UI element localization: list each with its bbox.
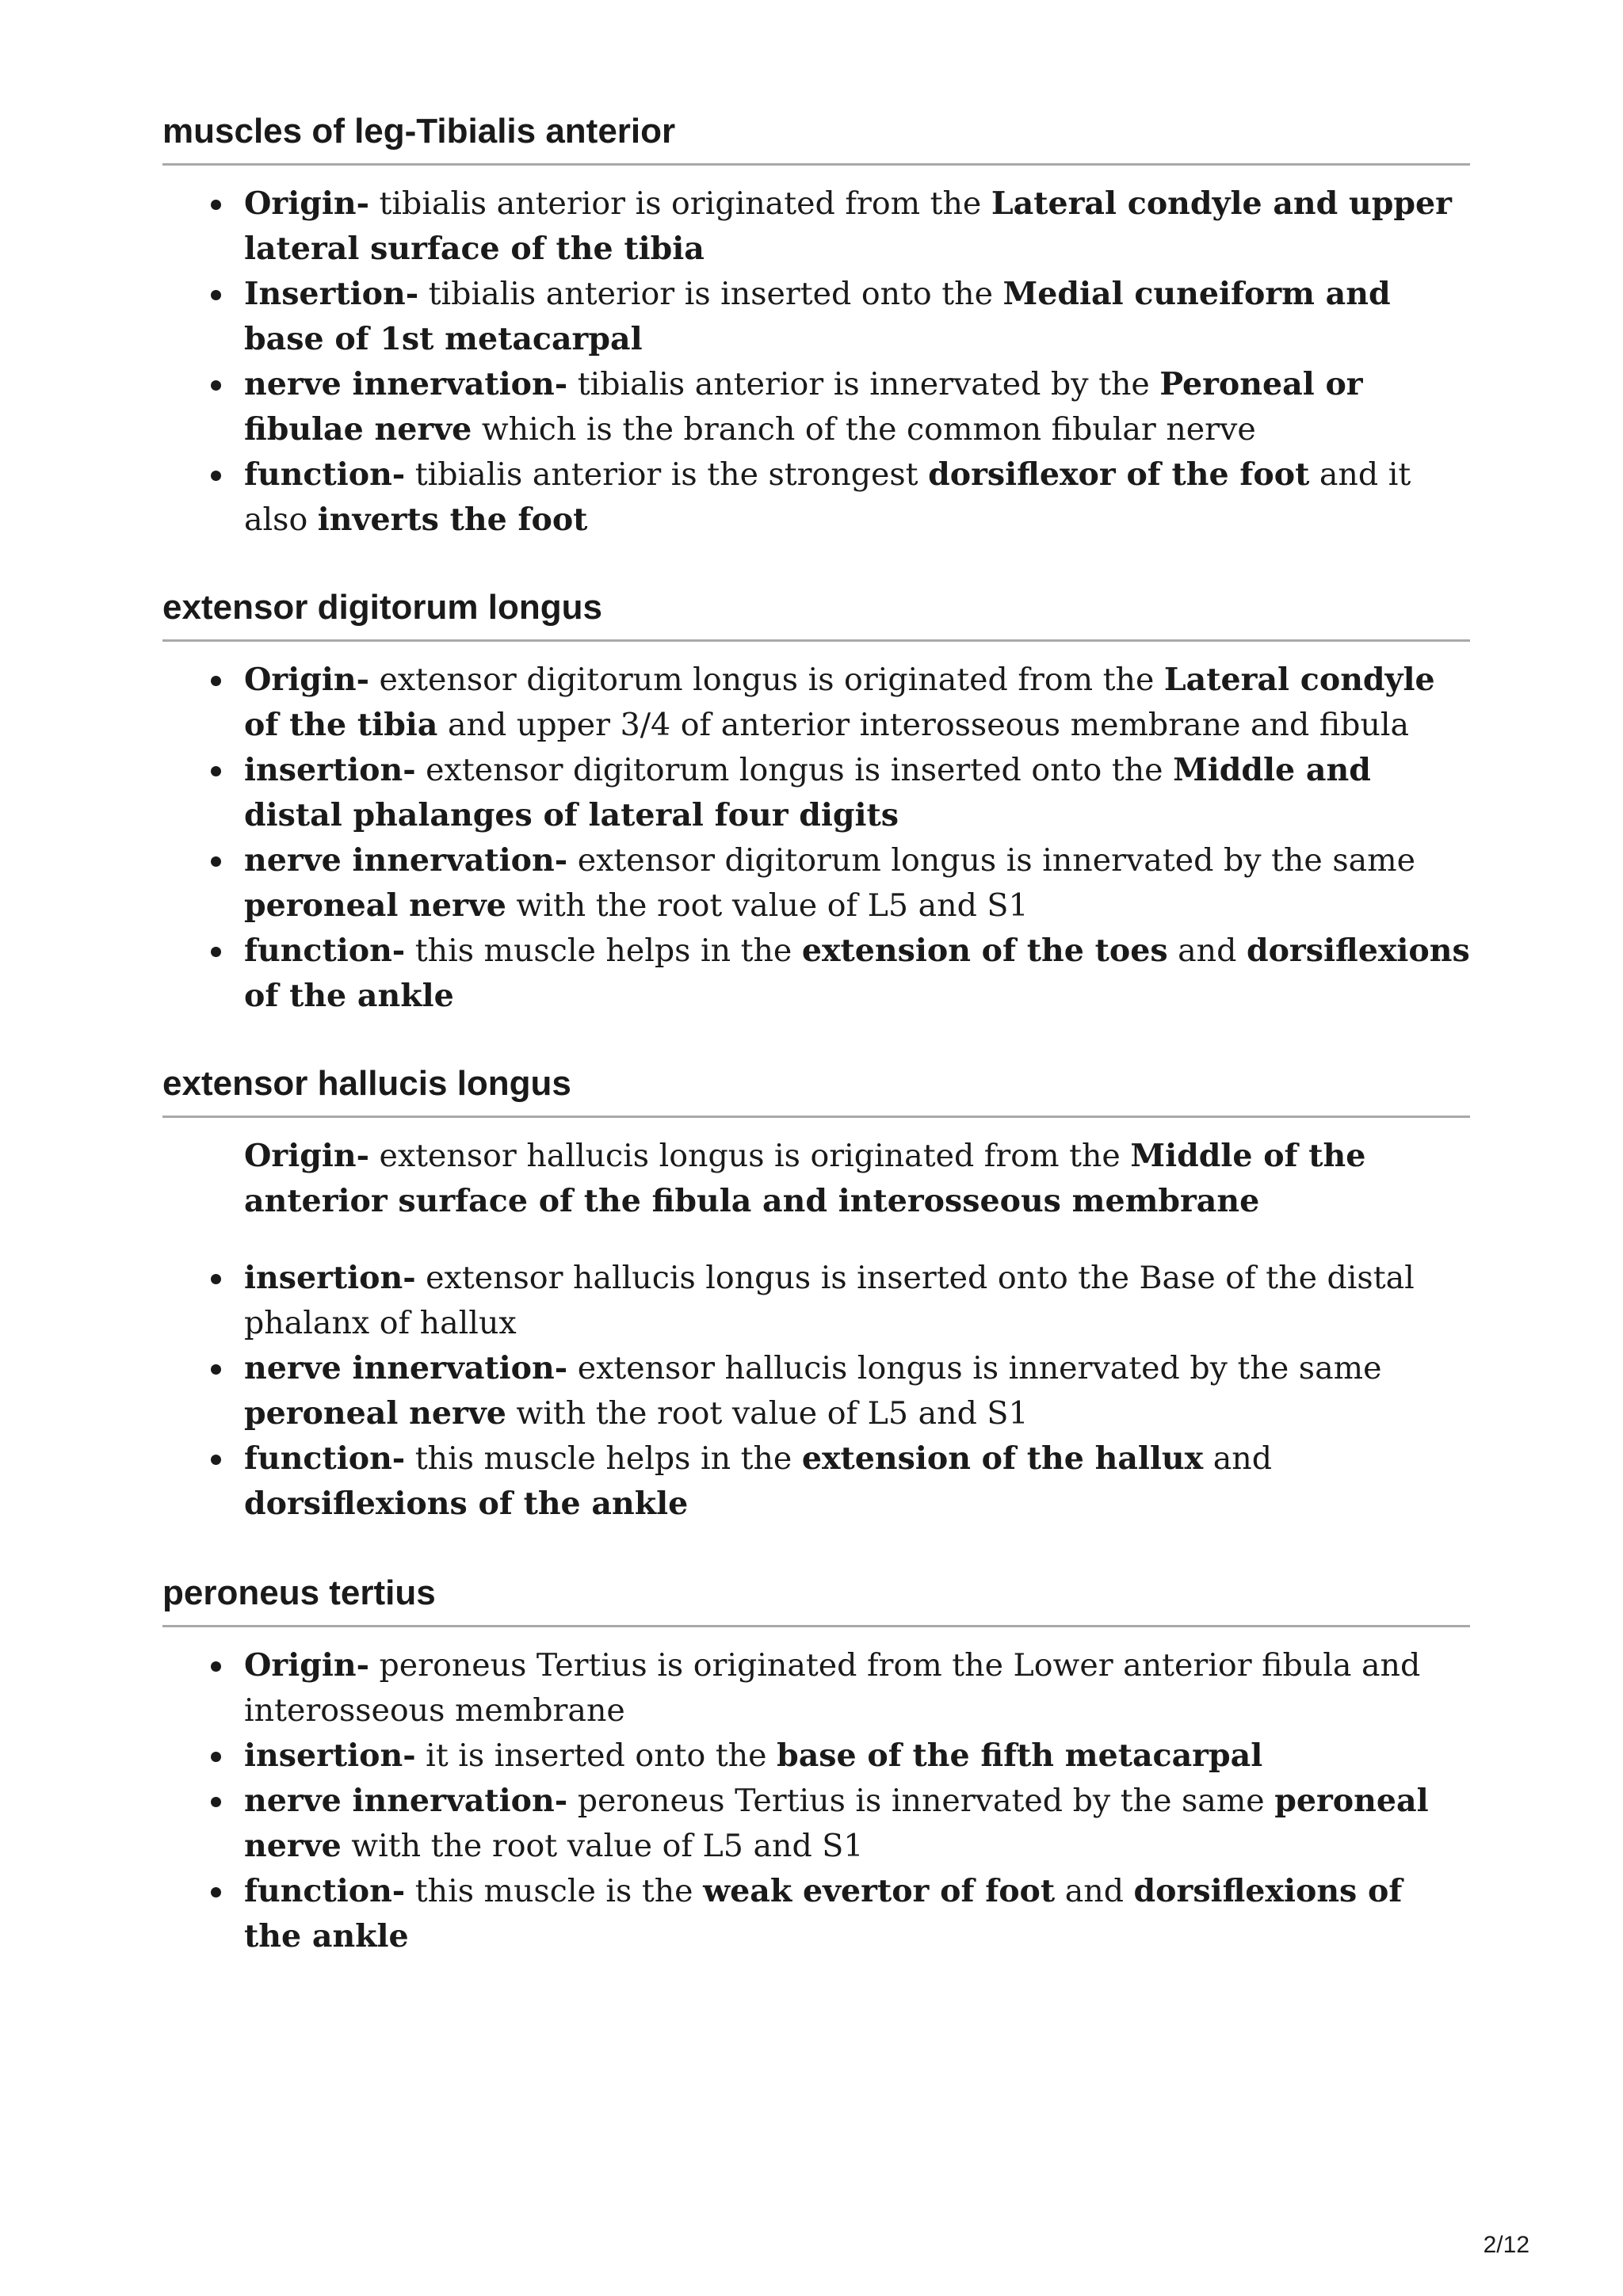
section-peroneus-tertius <box>162 1573 1470 1959</box>
section-heading: peroneus tertius <box>162 1573 1470 1627</box>
list-item: function- this muscle helps in the extension of the toes and dorsiflexions of the ankle <box>162 929 1470 1019</box>
section-extensor-hallucis-longus <box>162 1063 1470 1527</box>
list-item: Insertion- tibialis anterior is inserted onto the Medial cuneiform and base of 1st metacarpal <box>162 272 1470 362</box>
list-item: function- this muscle is the weak evertor of foot and dorsiflexions of the ankle <box>162 1869 1470 1959</box>
list-item: nerve innervation- extensor hallucis longus is innervated by the same peroneal nerve with the root value of L5 and S1 <box>162 1346 1470 1436</box>
section-heading: extensor digitorum longus <box>162 587 1470 642</box>
origin-paragraph: Origin- extensor hallucis longus is originated from the Middle of the anterior surface of the fibula and interosseous membrane <box>244 1138 1366 1219</box>
list-item: function- tibialis anterior is the strongest dorsiflexor of the foot and it also inverts the foot <box>162 452 1470 543</box>
section-tibialis-anterior <box>162 111 1470 543</box>
bullet-list <box>162 1643 1470 1959</box>
list-item: insertion- it is inserted onto the base of the fifth metacarpal <box>162 1733 1470 1779</box>
bullet-list <box>162 658 1470 1019</box>
section-extensor-digitorum-longus <box>162 587 1470 1019</box>
list-item: Origin- peroneus Tertius is originated from the Lower anterior fibula and interosseous membrane <box>162 1643 1470 1733</box>
section-heading: muscles of leg-Tibialis anterior <box>162 111 1470 166</box>
page-number: 2/12 <box>1483 2232 1529 2258</box>
list-item: function- this muscle helps in the extension of the hallux and dorsiflexions of the ankle <box>162 1436 1470 1527</box>
list-item: Origin- extensor digitorum longus is originated from the Lateral condyle of the tibia and upper 3/4 of anterior interosseous membrane and fibula <box>162 658 1470 748</box>
list-item: insertion- extensor hallucis longus is inserted onto the Base of the distal phalanx of hallux <box>162 1256 1470 1346</box>
list-item: nerve innervation- extensor digitorum longus is innervated by the same peroneal nerve with the root value of L5 and S1 <box>162 838 1470 929</box>
list-item: insertion- extensor digitorum longus is inserted onto the Middle and distal phalanges of lateral four digits <box>162 748 1470 838</box>
section-heading: extensor hallucis longus <box>162 1063 1470 1118</box>
bullet-list <box>162 1256 1470 1527</box>
list-item: nerve innervation- tibialis anterior is innervated by the Peroneal or fibulae nerve which is the branch of the common fibular nerve <box>162 362 1470 452</box>
bullet-list <box>162 181 1470 543</box>
list-item: Origin- tibialis anterior is originated from the Lateral condyle and upper lateral surface of the tibia <box>162 181 1470 272</box>
list-item: nerve innervation- peroneus Tertius is innervated by the same peroneal nerve with the root value of L5 and S1 <box>162 1779 1470 1869</box>
